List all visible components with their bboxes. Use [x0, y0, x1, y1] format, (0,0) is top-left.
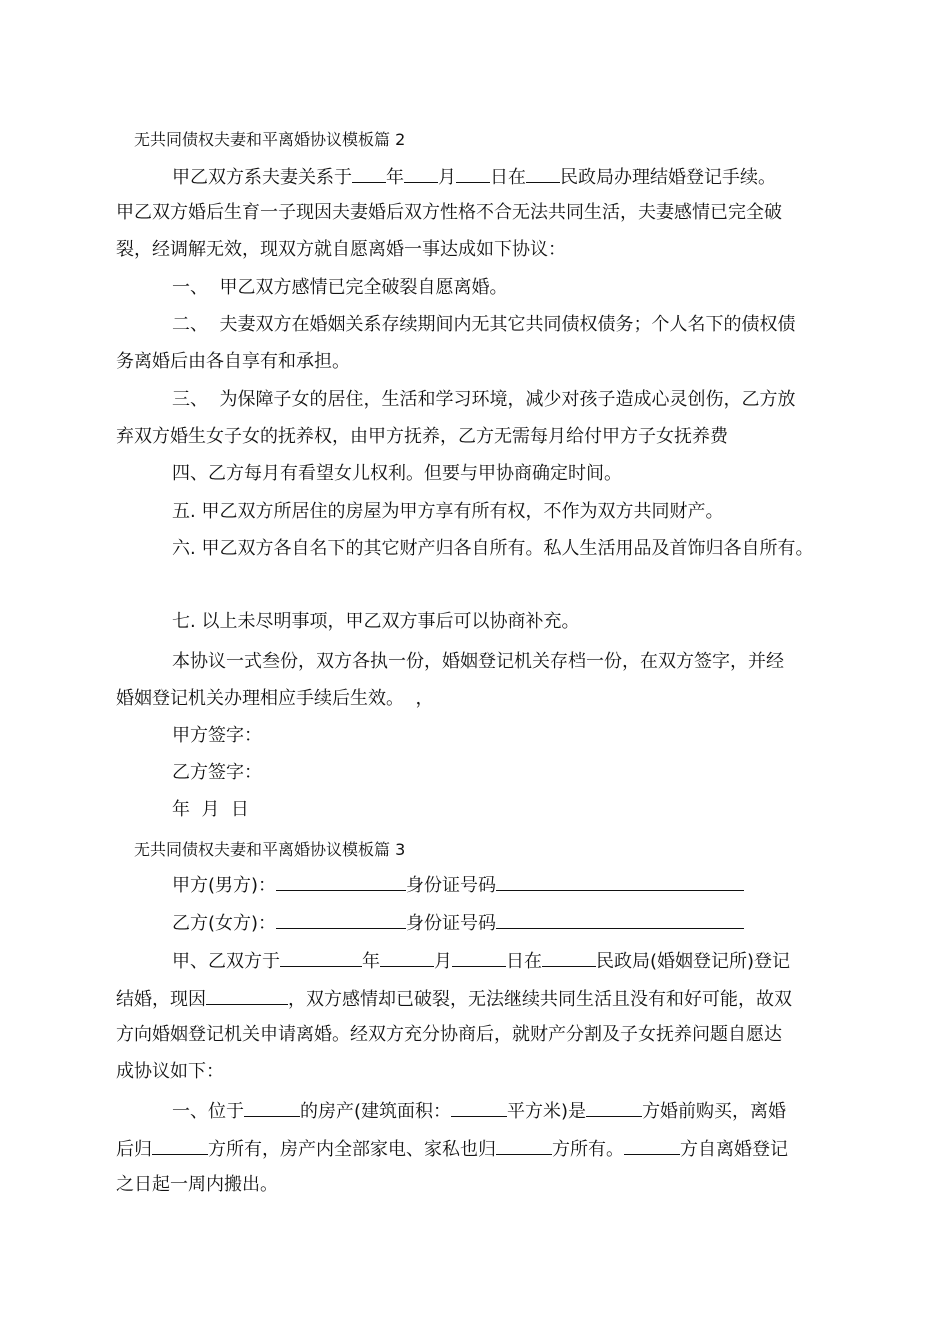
clause-2-line-2: 务离婚后由各自享有和承担。 [116, 351, 350, 372]
text: 方所有，房产内全部家电、家私也归 [208, 1139, 496, 1160]
text: 身份证号码 [406, 875, 497, 896]
text: 一、位于 [172, 1101, 244, 1122]
p2-line-1 [172, 1098, 786, 1124]
blank-field [542, 948, 596, 967]
blank-field [496, 910, 744, 929]
text: 甲、乙双方于 [172, 951, 280, 972]
party-a-line [172, 872, 744, 898]
text: 后归 [116, 1139, 152, 1160]
text: 民政局(婚姻登记所)登记 [596, 951, 791, 972]
blank-field [452, 948, 506, 967]
p1-line-2 [116, 986, 792, 1012]
signature-party-a: 甲方签字： [172, 725, 262, 746]
text: 平方米)是 [507, 1101, 587, 1122]
signature-party-b: 乙方签字： [172, 762, 262, 783]
clause-1: 一、 甲乙双方感情已完全破裂自愿离婚。 [172, 277, 508, 298]
p2-line-3: 之日起一周内搬出。 [116, 1174, 278, 1195]
blank-field [624, 1136, 680, 1155]
text: 日在 [490, 167, 526, 188]
text: 甲方(男方)： [172, 875, 277, 896]
blank-field [526, 164, 560, 183]
intro-line-1 [172, 164, 776, 190]
intro-line-3: 裂，经调解无效，现双方就自愿离婚一事达成如下协议： [116, 239, 566, 260]
p1-line-1 [172, 948, 790, 974]
clause-5: 五. 甲乙双方所居住的房屋为甲方享有所有权，不作为双方共同财产。 [172, 501, 724, 522]
blank-field [276, 872, 406, 891]
text: 的房产(建筑面积： [300, 1101, 452, 1122]
blank-field [456, 164, 490, 183]
clause-3-line-2: 弃双方婚生女子女的抚养权，由甲方抚养，乙方无需每月给付甲方子女抚养费 [116, 426, 728, 447]
text: 甲乙双方系夫妻关系于 [172, 167, 352, 188]
text: 日在 [506, 951, 542, 972]
closing-line-1: 本协议一式叁份，双方各执一份，婚姻登记机关存档一份，在双方签字，并经 [172, 651, 784, 672]
clause-7: 七. 以上未尽明事项，甲乙双方事后可以协商补充。 [172, 611, 580, 632]
intro-line-2: 甲乙双方婚后生育一子现因夫妻婚后双方性格不合无法共同生活，夫妻感情已完全破 [116, 202, 782, 223]
blank-field [404, 164, 438, 183]
party-b-line [172, 910, 744, 936]
clause-4: 四、乙方每月有看望女儿权利。但要与甲协商确定时间。 [172, 463, 622, 484]
clause-2-line-1: 二、 夫妻双方在婚姻关系存续期间内无其它共同债权债务；个人名下的债权债 [172, 314, 796, 335]
text: 结婚，现因 [116, 989, 206, 1010]
text: 身份证号码 [406, 913, 497, 934]
text: 月 [438, 167, 456, 188]
text: 年 [362, 951, 380, 972]
blank-field [244, 1098, 300, 1117]
blank-field [152, 1136, 208, 1155]
blank-field [451, 1098, 507, 1117]
text: 方自离婚登记 [680, 1139, 788, 1160]
section-heading [134, 128, 405, 152]
closing-line-2: 婚姻登记机关办理相应手续后生效。 ， [116, 688, 434, 709]
blank-field [352, 164, 386, 183]
text: 方婚前购买，离婚 [642, 1101, 787, 1122]
p1-line-4: 成协议如下： [116, 1061, 224, 1082]
blank-field [496, 872, 744, 891]
blank-field [206, 986, 288, 1005]
p1-line-3: 方向婚姻登记机关申请离婚。经双方充分协商后，就财产分割及子女抚养问题自愿达 [116, 1024, 782, 1045]
blank-field [380, 948, 434, 967]
text: 月 [434, 951, 452, 972]
clause-6: 六. 甲乙双方各自名下的其它财产归各自所有。私人生活用品及首饰归各自所有。 [172, 538, 814, 559]
blank-field [496, 1136, 552, 1155]
signature-date: 年 月 日 [172, 799, 249, 820]
heading-text: 无共同债权夫妻和平离婚协议模板篇 3 [134, 840, 406, 859]
text: ，双方感情却已破裂，无法继续共同生活且没有和好可能，故双 [288, 989, 792, 1010]
blank-field [276, 910, 406, 929]
p2-line-2 [116, 1136, 788, 1162]
text: 民政局办理结婚登记手续。 [560, 167, 776, 188]
blank-field [280, 948, 362, 967]
section-heading [134, 838, 405, 862]
text: 乙方(女方)： [172, 913, 277, 934]
heading-text: 无共同债权夫妻和平离婚协议模板篇 2 [134, 130, 406, 149]
text: 年 [386, 167, 404, 188]
blank-field [586, 1098, 642, 1117]
clause-3-line-1: 三、 为保障子女的居住，生活和学习环境，减少对孩子造成心灵创伤，乙方放 [172, 389, 796, 410]
text: 方所有。 [552, 1139, 624, 1160]
